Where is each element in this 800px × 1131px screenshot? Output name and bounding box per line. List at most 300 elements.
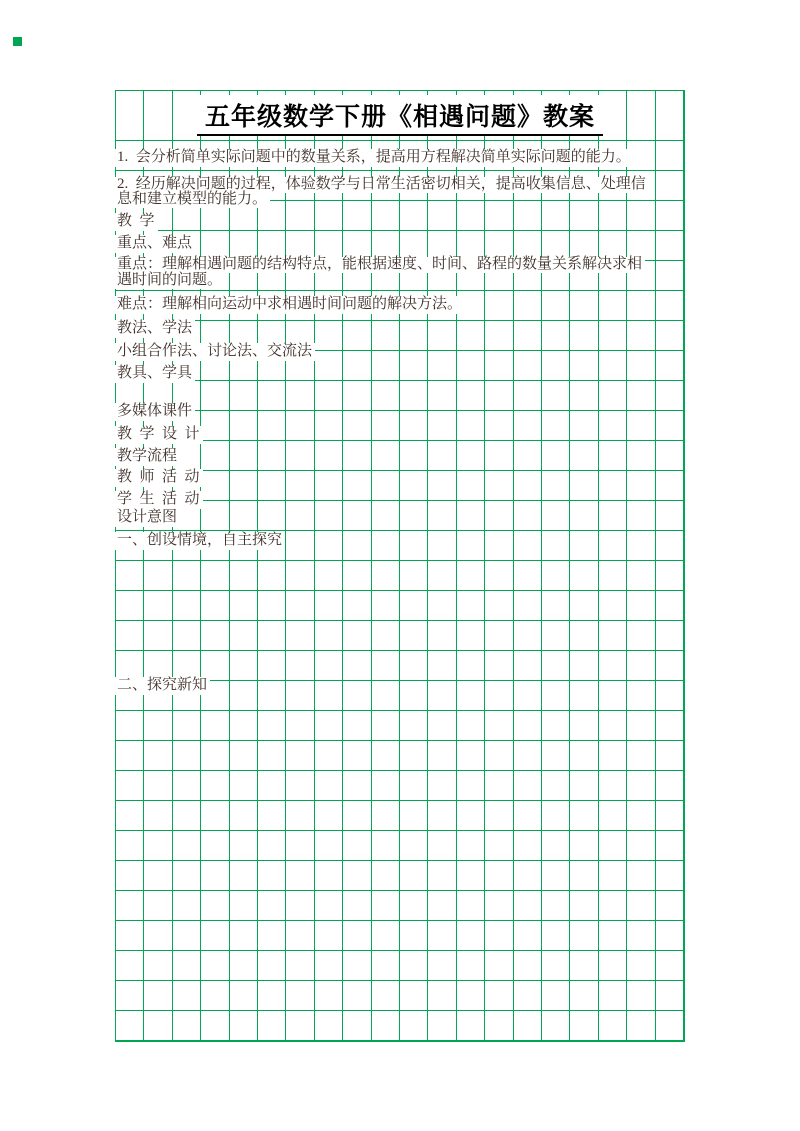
- grid-cell: [258, 651, 286, 681]
- grid-cell: [485, 981, 513, 1011]
- grid-cell: [315, 831, 343, 861]
- grid-cell: [656, 741, 684, 771]
- grid-cell: [400, 1011, 428, 1041]
- grid-cell: [286, 471, 314, 501]
- grid-cell: [286, 201, 314, 231]
- grid-cell: [627, 771, 655, 801]
- grid-cell: [627, 651, 655, 681]
- grid-cell: [599, 381, 627, 411]
- grid-cell: [144, 621, 172, 651]
- grid-cell: [656, 981, 684, 1011]
- grid-cell: [485, 831, 513, 861]
- grid-cell: [428, 351, 456, 381]
- grid-cell: [372, 711, 400, 741]
- grid-cell: [173, 621, 201, 651]
- grid-cell: [514, 891, 542, 921]
- grid-cell: [570, 201, 598, 231]
- grid-cell: [656, 1011, 684, 1041]
- text-line: 二、探究新知: [115, 677, 210, 695]
- grid-cell: [400, 411, 428, 441]
- grid-cell: [400, 201, 428, 231]
- grid-cell: [627, 681, 655, 711]
- grid-cell: [570, 471, 598, 501]
- grid-cell: [599, 951, 627, 981]
- grid-cell: [485, 201, 513, 231]
- grid-cell: [514, 501, 542, 531]
- grid-cell: [372, 951, 400, 981]
- grid-cell: [428, 651, 456, 681]
- grid-cell: [315, 561, 343, 591]
- grid-cell: [656, 831, 684, 861]
- grid-cell: [599, 411, 627, 441]
- grid-cell: [144, 861, 172, 891]
- grid-cell: [457, 561, 485, 591]
- grid-cell: [315, 861, 343, 891]
- text-line: 教具、学具: [115, 365, 195, 383]
- grid-cell: [656, 651, 684, 681]
- grid-cell: [542, 771, 570, 801]
- grid-cell: [286, 831, 314, 861]
- grid-cell: [514, 771, 542, 801]
- grid-cell: [457, 681, 485, 711]
- grid-cell: [230, 441, 258, 471]
- grid-cell: [315, 891, 343, 921]
- grid-cell: [542, 981, 570, 1011]
- grid-cell: [343, 201, 371, 231]
- grid-cell: [542, 891, 570, 921]
- grid-cell: [599, 741, 627, 771]
- grid-cell: [485, 471, 513, 501]
- grid-cell: [485, 951, 513, 981]
- grid-cell: [457, 351, 485, 381]
- grid-cell: [230, 831, 258, 861]
- grid-cell: [428, 621, 456, 651]
- grid-cell: [457, 621, 485, 651]
- grid-cell: [656, 471, 684, 501]
- grid-cell: [144, 951, 172, 981]
- grid-cell: [173, 981, 201, 1011]
- grid-cell: [656, 321, 684, 351]
- grid-cell: [116, 1011, 144, 1041]
- grid-cell: [173, 801, 201, 831]
- grid-cell: [230, 741, 258, 771]
- grid-cell: [315, 501, 343, 531]
- grid-cell: [599, 621, 627, 651]
- grid-cell: [173, 771, 201, 801]
- grid-cell: [514, 351, 542, 381]
- grid-cell: [372, 1011, 400, 1041]
- grid-cell: [343, 381, 371, 411]
- grid-cell: [599, 1011, 627, 1041]
- grid-cell: [599, 861, 627, 891]
- grid-cell: [343, 621, 371, 651]
- grid-cell: [286, 561, 314, 591]
- grid-cell: [400, 771, 428, 801]
- grid-cell: [201, 771, 229, 801]
- grid-cell: [144, 711, 172, 741]
- grid-cell: [485, 351, 513, 381]
- grid-cell: [542, 651, 570, 681]
- grid-cell: [372, 471, 400, 501]
- grid-cell: [372, 441, 400, 471]
- grid-cell: [372, 531, 400, 561]
- grid-cell: [286, 531, 314, 561]
- grid-cell: [201, 411, 229, 441]
- grid-cell: [514, 1011, 542, 1041]
- grid-cell: [627, 711, 655, 741]
- grid-cell: [570, 801, 598, 831]
- text-line: 教 学 设 计: [115, 426, 203, 444]
- grid-cell: [116, 891, 144, 921]
- grid-cell: [514, 861, 542, 891]
- grid-cell: [372, 801, 400, 831]
- grid-cell: [372, 861, 400, 891]
- grid-cell: [428, 381, 456, 411]
- text-line: 2. 经历解决问题的过程，体验数学与日常生活密切相关，提高收集信息、处理信: [115, 177, 649, 193]
- grid-cell: [286, 591, 314, 621]
- text-line: 一、创设情境，自主探究: [115, 532, 285, 550]
- grid-cell: [570, 891, 598, 921]
- grid-cell: [173, 831, 201, 861]
- grid-cell: [570, 921, 598, 951]
- grid-cell: [542, 201, 570, 231]
- text-line: 息和建立模型的能力。: [115, 192, 270, 208]
- grid-cell: [514, 471, 542, 501]
- page-title: 五年级数学下册《相遇问题》教案: [197, 95, 603, 136]
- grid-cell: [230, 501, 258, 531]
- text-line: 1. 会分析简单实际问题中的数量关系，提高用方程解决简单实际问题的能力。: [115, 149, 634, 167]
- grid-cell: [627, 891, 655, 921]
- grid-cell: [230, 621, 258, 651]
- grid-cell: [514, 651, 542, 681]
- grid-cell: [457, 771, 485, 801]
- grid-cell: [599, 981, 627, 1011]
- grid-cell: [599, 891, 627, 921]
- grid-cell: [201, 741, 229, 771]
- grid-cell: [230, 981, 258, 1011]
- grid-cell: [258, 471, 286, 501]
- grid-cell: [116, 801, 144, 831]
- grid-cell: [116, 921, 144, 951]
- grid-cell: [315, 471, 343, 501]
- grid-cell: [286, 921, 314, 951]
- grid-cell: [599, 531, 627, 561]
- grid-cell: [457, 891, 485, 921]
- grid-cell: [201, 591, 229, 621]
- grid-cell: [514, 561, 542, 591]
- grid-cell: [343, 411, 371, 441]
- grid-cell: [201, 561, 229, 591]
- grid-cell: [428, 771, 456, 801]
- grid-cell: [343, 711, 371, 741]
- text-line: 教法、学法: [115, 320, 195, 338]
- grid-cell: [144, 741, 172, 771]
- grid-cell: [627, 1011, 655, 1041]
- grid-cell: [343, 741, 371, 771]
- grid-cell: [144, 591, 172, 621]
- grid-cell: [542, 291, 570, 321]
- grid-cell: [315, 651, 343, 681]
- grid-cell: [315, 921, 343, 951]
- grid-cell: [627, 441, 655, 471]
- grid-cell: [315, 441, 343, 471]
- grid-cell: [656, 681, 684, 711]
- grid-cell: [372, 891, 400, 921]
- grid-cell: [116, 831, 144, 861]
- grid-cell: [201, 891, 229, 921]
- grid-cell: [656, 561, 684, 591]
- grid-cell: [343, 351, 371, 381]
- grid-cell: [372, 831, 400, 861]
- grid-cell: [514, 441, 542, 471]
- grid-cell: [514, 381, 542, 411]
- grid-cell: [116, 981, 144, 1011]
- grid-cell: [542, 831, 570, 861]
- grid-cell: [627, 411, 655, 441]
- grid-cell: [286, 891, 314, 921]
- grid-cell: [570, 441, 598, 471]
- grid-cell: [457, 711, 485, 741]
- grid-cell: [428, 831, 456, 861]
- grid-cell: [570, 831, 598, 861]
- grid-cell: [116, 861, 144, 891]
- grid-cell: [570, 1011, 598, 1041]
- grid-cell: [343, 1011, 371, 1041]
- grid-cell: [428, 531, 456, 561]
- grid-cell: [570, 741, 598, 771]
- grid-cell: [286, 771, 314, 801]
- grid-cell: [286, 381, 314, 411]
- grid-cell: [485, 381, 513, 411]
- grid-cell: [144, 981, 172, 1011]
- grid-cell: [400, 741, 428, 771]
- grid-cell: [627, 471, 655, 501]
- grid-cell: [485, 411, 513, 441]
- grid-cell: [400, 981, 428, 1011]
- grid-cell: [116, 621, 144, 651]
- grid-cell: [201, 1011, 229, 1041]
- grid-cell: [457, 531, 485, 561]
- grid-cell: [627, 741, 655, 771]
- grid-cell: [173, 561, 201, 591]
- grid-cell: [485, 531, 513, 561]
- grid-cell: [428, 801, 456, 831]
- grid-cell: [230, 891, 258, 921]
- grid-cell: [599, 681, 627, 711]
- grid-cell: [343, 771, 371, 801]
- grid-cell: [173, 861, 201, 891]
- grid-cell: [144, 561, 172, 591]
- grid-cell: [400, 681, 428, 711]
- grid-cell: [372, 681, 400, 711]
- grid-cell: [514, 711, 542, 741]
- grid-cell: [542, 531, 570, 561]
- grid-cell: [372, 321, 400, 351]
- grid-cell: [400, 831, 428, 861]
- grid-cell: [372, 411, 400, 441]
- text-line: 难点：理解相向运动中求相遇时间问题的解决方法。: [115, 296, 465, 314]
- grid-cell: [343, 651, 371, 681]
- grid-cell: [372, 351, 400, 381]
- grid-cell: [542, 741, 570, 771]
- grid-cell: [258, 681, 286, 711]
- grid-cell: [173, 891, 201, 921]
- grid-cell: [599, 201, 627, 231]
- grid-cell: [230, 801, 258, 831]
- grid-cell: [173, 1011, 201, 1041]
- grid-cell: [201, 441, 229, 471]
- grid-cell: [343, 831, 371, 861]
- grid-cell: [400, 381, 428, 411]
- grid-cell: [570, 411, 598, 441]
- grid-cell: [457, 471, 485, 501]
- grid-cell: [514, 621, 542, 651]
- grid-cell: [315, 711, 343, 741]
- grid-cell: [258, 801, 286, 831]
- grid-cell: [570, 651, 598, 681]
- grid-cell: [656, 621, 684, 651]
- text-line: 小组合作法、讨论法、交流法: [115, 343, 315, 361]
- grid-cell: [599, 801, 627, 831]
- grid-cell: [343, 321, 371, 351]
- grid-cell: [428, 441, 456, 471]
- grid-cell: [514, 741, 542, 771]
- grid-cell: [570, 981, 598, 1011]
- grid-cell: [627, 381, 655, 411]
- grid-cell: [542, 471, 570, 501]
- text-line: 学 生 活 动: [115, 491, 203, 509]
- grid-cell: [428, 471, 456, 501]
- grid-cell: [201, 831, 229, 861]
- grid-cell: [656, 501, 684, 531]
- grid-cell: [428, 861, 456, 891]
- grid-cell: [343, 921, 371, 951]
- grid-cell: [286, 951, 314, 981]
- grid-cell: [116, 591, 144, 621]
- grid-cell: [457, 321, 485, 351]
- grid-cell: [116, 561, 144, 591]
- grid-cell: [258, 891, 286, 921]
- grid-cell: [570, 561, 598, 591]
- grid-cell: [372, 201, 400, 231]
- grid-cell: [485, 291, 513, 321]
- grid-cell: [258, 1011, 286, 1041]
- grid-cell: [400, 621, 428, 651]
- grid-cell: [230, 651, 258, 681]
- grid-cell: [286, 621, 314, 651]
- grid-cell: [570, 291, 598, 321]
- grid-cell: [372, 381, 400, 411]
- grid-cell: [116, 711, 144, 741]
- grid-cell: [315, 351, 343, 381]
- grid-cell: [400, 951, 428, 981]
- grid-cell: [570, 621, 598, 651]
- grid-cell: [400, 801, 428, 831]
- grid-cell: [258, 591, 286, 621]
- grid-cell: [343, 591, 371, 621]
- grid-cell: [542, 711, 570, 741]
- grid-cell: [656, 591, 684, 621]
- grid-cell: [485, 621, 513, 651]
- grid-cell: [315, 531, 343, 561]
- grid-cell: [542, 411, 570, 441]
- grid-cell: [258, 711, 286, 741]
- grid-cell: [201, 711, 229, 741]
- grid-cell: [201, 921, 229, 951]
- grid-cell: [542, 321, 570, 351]
- grid-cell: [599, 651, 627, 681]
- grid-cell: [201, 861, 229, 891]
- grid-cell: [201, 951, 229, 981]
- grid-cell: [485, 591, 513, 621]
- grid-cell: [627, 351, 655, 381]
- grid-cell: [315, 981, 343, 1011]
- grid-cell: [343, 951, 371, 981]
- grid-cell: [343, 891, 371, 921]
- grid-cell: [144, 771, 172, 801]
- grid-cell: [656, 381, 684, 411]
- grid-cell: [514, 291, 542, 321]
- grid-cell: [400, 861, 428, 891]
- grid-cell: [343, 471, 371, 501]
- grid-cell: [485, 861, 513, 891]
- grid-cell: [400, 561, 428, 591]
- grid-cell: [485, 561, 513, 591]
- grid-cell: [400, 321, 428, 351]
- grid-cell: [173, 921, 201, 951]
- grid-cell: [542, 1011, 570, 1041]
- grid-cell: [627, 861, 655, 891]
- grid-cell: [457, 441, 485, 471]
- grid-cell: [656, 141, 684, 171]
- grid-cell: [599, 771, 627, 801]
- grid-cell: [542, 921, 570, 951]
- grid-cell: [656, 351, 684, 381]
- grid-cell: [627, 981, 655, 1011]
- grid-cell: [627, 501, 655, 531]
- grid-cell: [457, 201, 485, 231]
- grid-cell: [656, 951, 684, 981]
- grid-cell: [315, 771, 343, 801]
- grid-cell: [485, 1011, 513, 1041]
- grid-cell: [258, 921, 286, 951]
- grid-cell: [400, 891, 428, 921]
- grid-cell: [428, 951, 456, 981]
- grid-cell: [428, 981, 456, 1011]
- grid-cell: [144, 831, 172, 861]
- grid-cell: [428, 711, 456, 741]
- grid-cell: [627, 561, 655, 591]
- grid-cell: [457, 831, 485, 861]
- grid-cell: [457, 741, 485, 771]
- grid-cell: [514, 981, 542, 1011]
- grid-cell: [258, 561, 286, 591]
- grid-cell: [258, 501, 286, 531]
- grid-cell: [627, 801, 655, 831]
- grid-cell: [230, 711, 258, 741]
- grid-cell: [116, 741, 144, 771]
- grid-cell: [514, 201, 542, 231]
- grid-cell: [542, 591, 570, 621]
- grid-cell: [315, 411, 343, 441]
- grid-cell: [570, 531, 598, 561]
- grid-cell: [485, 321, 513, 351]
- grid-cell: [542, 621, 570, 651]
- grid-cell: [485, 441, 513, 471]
- text-line: 教 师 活 动: [115, 469, 203, 487]
- grid-cell: [428, 501, 456, 531]
- grid-cell: [400, 651, 428, 681]
